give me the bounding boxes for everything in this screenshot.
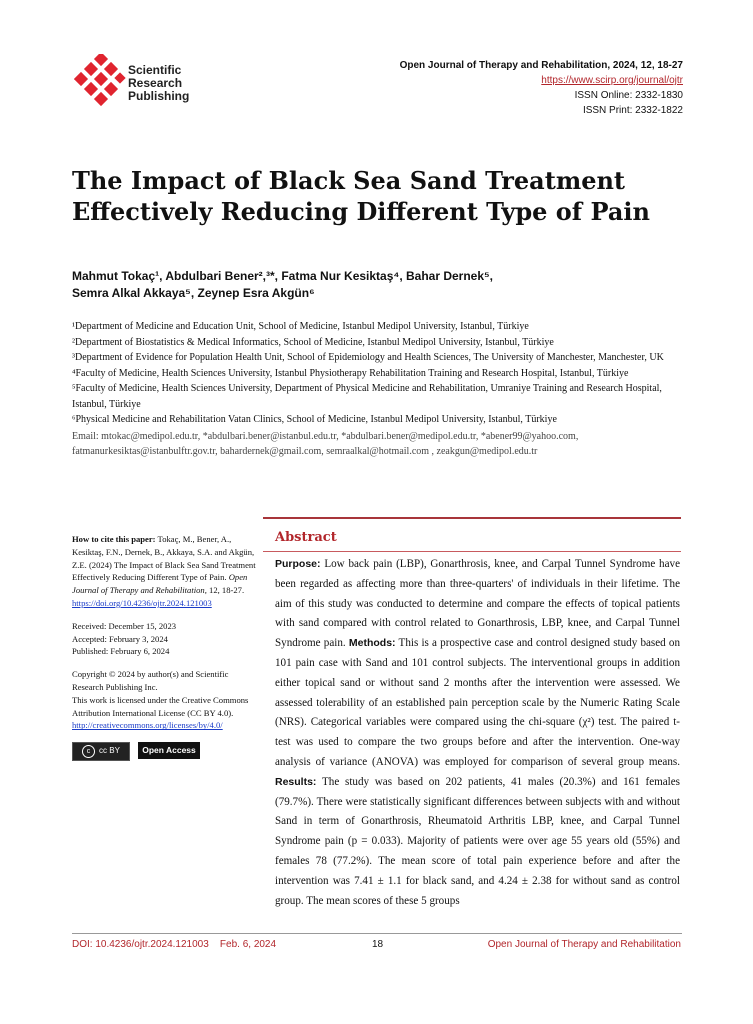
- cite-volume: 12, 18-27.: [209, 585, 245, 596]
- received-date: Received: December 15, 2023: [72, 620, 177, 631]
- author-line-1: Mahmut Tokaç¹, Abdulbari Bener²,³*, Fatma Nur Kesiktaş⁴, Bahar Dernek⁵,: [72, 269, 494, 283]
- results-label: Results:: [275, 775, 317, 788]
- paper-title: The Impact of Black Sea Sand Treatment Effectively Reducing Different Type of Pain: [72, 166, 650, 226]
- author-list: [72, 268, 692, 302]
- abstract-body: [275, 555, 680, 911]
- license-badges: [72, 742, 258, 761]
- doi-link[interactable]: https://doi.org/10.4236/ojtr.2024.121003: [72, 597, 212, 608]
- affiliation-2: ²Department of Biostatistics & Medical Informatics, School of Medicine, Istanbul Medipol University, Istanbul, Türkiye: [72, 336, 554, 348]
- accepted-date: Accepted: February 3, 2024: [72, 633, 168, 644]
- affiliation-6: ⁶Physical Medicine and Rehabilitation Vatan Clinics, School of Medicine, Istanbul Medipol University, Istanbul, Türkiye: [72, 414, 557, 425]
- journal-citation: Open Journal of Therapy and Rehabilitation, 2024, 12, 18-27: [399, 60, 683, 71]
- footer-journal: Open Journal of Therapy and Rehabilitation: [487, 939, 681, 950]
- copyright-text: Copyright © 2024 by author(s) and Scientific Research Publishing Inc.: [72, 669, 229, 692]
- journal-header: [400, 58, 683, 118]
- publisher-line3: Publishing: [128, 89, 190, 103]
- cc-icon: c: [82, 745, 95, 758]
- affiliation-3: ³Department of Evidence for Population Health Unit, School of Epidemiology and Health Sciences, The University of Manchester, Manchester, UK: [72, 352, 664, 363]
- methods-label: Methods:: [348, 637, 396, 650]
- cite-journal: Open Journal of Therapy and Rehabilitation,: [72, 572, 248, 596]
- abstract-top-rule: [263, 517, 681, 519]
- footer-page-number: 18: [372, 939, 384, 950]
- footer-doi-text: DOI: 10.4236/ojtr.2024.121003: [72, 939, 209, 950]
- results-text: The study was based on 202 patients, 41 males (20.3%) and 161 females (79.7%). There were statistically significant differences between subjects with and without Sand in term of Gonarthrosis, Rheumatoid Arthritis LBP, knee, and Carpal Tunnel Syndrome pain (p = 0.033). Majority of patients were over age 55 years old (55%) and females 78 (77.2%). The mean score of total pain experience before and after the intervention was 7.41 ± 1.1 for black sand, and 4.24 ± 2.38 for without sand as control group. The mean scores of these 5 groups: [275, 775, 681, 907]
- purpose-label: Purpose:: [275, 558, 321, 570]
- publisher-line2: Research: [128, 76, 183, 90]
- dates: [72, 620, 258, 658]
- published-date: Published: February 6, 2024: [72, 646, 170, 657]
- author-line-2: Semra Alkal Akkaya⁵, Zeynep Esra Akgün⁶: [72, 286, 315, 300]
- affiliation-4: ⁴Faculty of Medicine, Health Sciences University, Istanbul Physiotherapy Rehabilitation Training and Research Hospital, Istanbul, Türkiye: [72, 367, 629, 379]
- license-text: This work is licensed under the Creative Commons Attribution International License (CC BY 4.0).: [72, 694, 249, 718]
- license-link[interactable]: http://creativecommons.org/licenses/by/4.0/: [72, 720, 223, 731]
- footer-rule: [72, 933, 682, 934]
- cc-by-badge[interactable]: [72, 742, 130, 761]
- publisher-diamond-icon: [74, 54, 130, 110]
- affiliation-5: ⁵Faculty of Medicine, Health Sciences University, Department of Physical Medicine and Rehabilitation, Umraniye Training and Research Hospital, Istanbul, Türkiye: [72, 383, 662, 410]
- methods-text: This is a prospective case and control designed study based on 101 pain case with Sand and 101 control subjects. The interventional groups in addition either topical sand or without sand 2 months after the intervention were assessed. We assessed tolerability of an established pain perception scale by the Numeric Rating Scale (NRS). Categorical variables were compared using the chi-square (χ²) test. The paired t-test was used to compare the two groups before and after the intervention. One-way analysis of variance (ANOVA) was employed for comparison of several group means.: [275, 637, 680, 768]
- open-access-badge[interactable]: Open Access: [138, 742, 200, 759]
- affiliations: [72, 319, 687, 460]
- abstract-heading: Abstract: [275, 530, 337, 545]
- cite-label: How to cite this paper:: [72, 534, 156, 544]
- issn-online: ISSN Online: 2332-1830: [574, 90, 683, 101]
- affiliation-1: ¹Department of Medicine and Education Unit, School of Medicine, Istanbul Medipol University, Istanbul, Türkiye: [72, 321, 529, 332]
- abstract-divider: [263, 551, 681, 552]
- cite-text: Tokaç, M., Bener, A., Kesiktaş, F.N., Dernek, B., Akkaya, S.A. and Akgün, Z.E. (2024) The Impact of Black Sea Sand Treatment Effectively Reducing Different Type of Pain.: [72, 534, 256, 583]
- footer-doi: [72, 939, 276, 950]
- issn-print: ISSN Print: 2332-1822: [582, 105, 683, 116]
- journal-url-link[interactable]: https://www.scirp.org/journal/ojtr: [541, 75, 683, 86]
- sidebar-info: [72, 533, 258, 761]
- purpose-text: Low back pain (LBP), Gonarthrosis, knee, and Carpal Tunnel Syndrome have been regarded as affecting more than three-quarters' of individuals in their lifetime. The aim of this study was conducted to determine and compare the effects of topical patients with sand compared with control related to Gonarthrosis, LBP, knee, and Carpal Tunnel Syndrome pain.: [275, 558, 680, 650]
- copyright-block: [72, 668, 258, 732]
- publisher-name: [128, 64, 189, 103]
- how-to-cite: [72, 533, 258, 610]
- publisher-line1: Scientific: [128, 63, 182, 77]
- footer-date: Feb. 6, 2024: [219, 939, 277, 950]
- cc-badge-label: cc BY: [99, 746, 120, 756]
- author-emails: Email: mtokac@medipol.edu.tr, *abdulbari.bener@istanbul.edu.tr, *abdulbari.bener@medipol.edu.tr, *abener99@yahoo.com, fatmanurkesiktas@istanbulftr.gov.tr, bahardernek@gmail.com, semraalkal@hotmail.com , zeakgun@medipol.edu.tr: [72, 430, 579, 457]
